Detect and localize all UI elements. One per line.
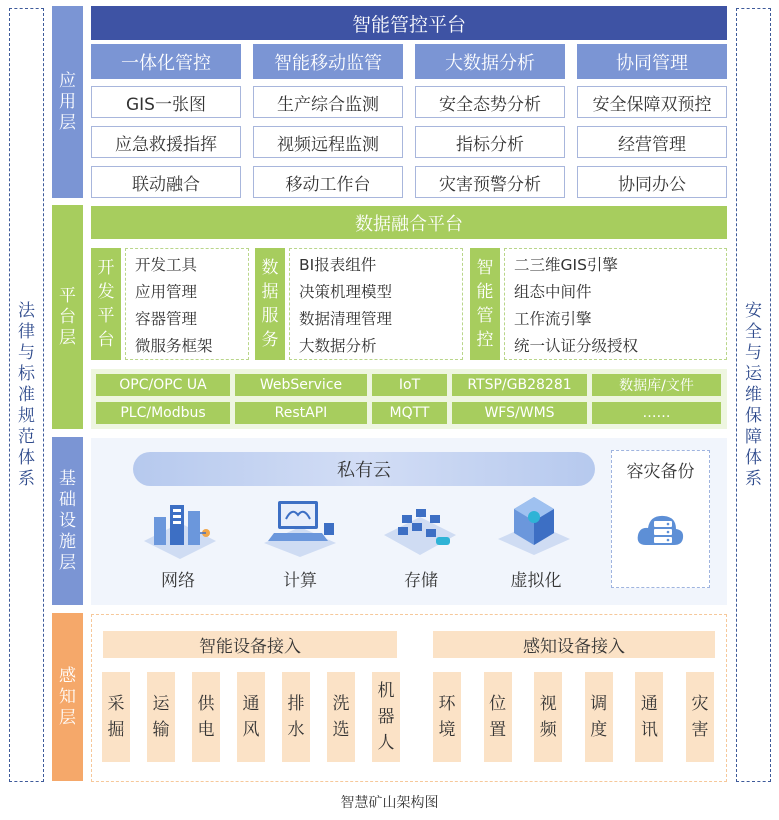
network-icon [140,497,220,561]
infrastructure-layer-char: 层 [59,552,76,573]
platform-group-label-char: 服 [261,306,279,326]
infrastructure-layer-char: 础 [59,489,76,510]
app-item: 协同办公 [577,166,727,198]
perception-item [635,672,663,762]
perception-item [147,672,175,762]
app-column-header: 一体化管控 [91,44,241,79]
right-system-char: 安 [745,300,762,321]
perception-item-char: 环 [438,694,456,714]
left-system-char: 体 [18,447,35,468]
platform-group-item: 数据清理管理 [299,310,393,328]
perception-item-char: 运 [152,694,170,714]
application-layer-char: 用 [59,91,76,112]
platform-group-item: BI报表组件 [299,256,377,274]
protocol-tag: …… [592,402,721,424]
app-item: 应急救援指挥 [91,126,241,158]
right-system-char: 全 [745,321,762,342]
platform-layer-char: 台 [59,306,76,327]
perception-item-char: 供 [197,694,215,714]
platform-group-item: 二三维GIS引擎 [514,256,618,274]
app-item: 联动融合 [91,166,241,198]
perception-item-char: 掘 [107,720,125,740]
perception-item-char: 人 [377,733,395,753]
perception-item-char: 境 [438,720,456,740]
platform-group-item: 决策机理模型 [299,283,393,301]
perception-item [327,672,355,762]
right-system-char: 运 [745,363,762,384]
left-system-label [9,8,44,782]
network-label: 网络 [161,571,195,591]
platform-layer-label [52,205,83,429]
platform-layer-char: 平 [59,285,76,306]
storage-label: 存储 [404,571,438,591]
platform-group-item: 统一认证分级授权 [514,337,639,355]
platform-group-item: 开发工具 [135,256,198,274]
perception-item-char: 器 [377,707,395,727]
compute-icon [258,493,340,559]
platform-group-item: 大数据分析 [299,337,377,355]
smart-control-platform-title: 智能管控平台 [91,6,727,40]
perception-layer-char: 知 [59,686,76,707]
perception-layer-char: 层 [59,707,76,728]
left-system-char: 范 [18,426,35,447]
perception-item-char: 风 [242,720,260,740]
perception-item-char: 视 [539,694,557,714]
perception-item [484,672,512,762]
platform-layer-char: 层 [59,327,76,348]
app-item: 灾害预警分析 [415,166,565,198]
perception-item-char: 讯 [640,720,658,740]
perception-item-char: 洗 [332,694,350,714]
perception-item-char: 机 [377,681,395,701]
app-column-header: 协同管理 [577,44,727,79]
application-layer-char: 应 [59,70,76,91]
platform-group-label [91,248,121,360]
platform-group-label-char: 台 [97,330,115,350]
perception-item-char: 选 [332,720,350,740]
perception-item [372,672,400,762]
perception-item-char: 害 [691,720,709,740]
left-system-char: 系 [18,468,35,489]
right-system-char: 与 [745,342,762,363]
platform-group-label-char: 据 [261,282,279,302]
app-item: GIS一张图 [91,86,241,118]
application-layer-label [52,6,83,198]
app-item: 移动工作台 [253,166,403,198]
perception-item [282,672,310,762]
application-layer-char: 层 [59,112,76,133]
left-system-char: 标 [18,363,35,384]
platform-group-label-char: 务 [261,330,279,350]
left-system-char: 法 [18,300,35,321]
perception-layer-char: 感 [59,665,76,686]
app-item: 经营管理 [577,126,727,158]
perception-item-char: 置 [489,720,507,740]
disaster-backup-label: 容灾备份 [626,461,695,482]
app-item: 指标分析 [415,126,565,158]
perception-item-char: 电 [197,720,215,740]
infrastructure-layer-char: 基 [59,468,76,489]
storage-icon [380,497,460,559]
left-system-char: 律 [18,321,35,342]
perception-item [237,672,265,762]
left-system-char: 规 [18,405,35,426]
protocol-tag: OPC/OPC UA [96,374,230,396]
private-cloud-bar: 私有云 [133,452,595,486]
perception-item [433,672,461,762]
data-fusion-platform-title: 数据融合平台 [91,206,727,239]
protocol-tag: RTSP/GB28281 [452,374,587,396]
platform-group-item: 组态中间件 [514,283,592,301]
right-system-char: 障 [745,426,762,447]
app-item: 视频远程监测 [253,126,403,158]
platform-group-label-char: 智 [476,258,494,278]
perception-item [686,672,714,762]
platform-group-label-char: 发 [97,282,115,302]
virtualization-label: 虚拟化 [510,571,562,591]
platform-group-label-char: 数 [261,258,279,278]
platform-group-item: 应用管理 [135,283,198,301]
perception-item-char: 调 [590,694,608,714]
app-item: 安全态势分析 [415,86,565,118]
app-item: 生产综合监测 [253,86,403,118]
protocol-tag: WFS/WMS [452,402,587,424]
perception-item [192,672,220,762]
perception-item-char: 输 [152,720,170,740]
right-system-label [736,8,771,782]
app-column-header: 大数据分析 [415,44,565,79]
figure-caption: 智慧矿山架构图 [340,795,439,811]
platform-group-label-char: 管 [476,306,494,326]
perception-item-char: 通 [640,694,658,714]
platform-group-label [470,248,500,360]
perception-item-char: 排 [287,694,305,714]
left-system-char: 与 [18,342,35,363]
right-system-char: 维 [745,384,762,405]
right-system-char: 保 [745,405,762,426]
perception-item-char: 通 [242,694,260,714]
perception-item-char: 频 [539,720,557,740]
sensing-device-access-title: 感知设备接入 [433,631,715,658]
protocol-tag: IoT [372,374,447,396]
right-system-char: 体 [745,447,762,468]
platform-group-label [255,248,285,360]
perception-layer-label [52,613,83,781]
protocol-tag: PLC/Modbus [96,402,230,424]
perception-item-char: 度 [590,720,608,740]
perception-item-char: 采 [107,694,125,714]
protocol-tag: 数据库/文件 [592,374,721,396]
infrastructure-layer-char: 设 [59,510,76,531]
cloud-server-icon [634,505,686,557]
right-system-char: 系 [745,468,762,489]
perception-item [585,672,613,762]
platform-group-label-char: 控 [476,330,494,350]
platform-group-label-char: 开 [97,258,115,278]
left-system-char: 准 [18,384,35,405]
infrastructure-layer-label [52,437,83,605]
platform-group-item: 工作流引擎 [514,310,592,328]
app-column-header: 智能移动监管 [253,44,403,79]
compute-label: 计算 [283,571,317,591]
smart-device-access-title: 智能设备接入 [103,631,397,658]
perception-item-char: 位 [489,694,507,714]
protocol-tag: RestAPI [235,402,367,424]
perception-item-char: 水 [287,720,305,740]
perception-item [102,672,130,762]
perception-item [534,672,562,762]
perception-item-char: 灾 [691,694,709,714]
platform-group-label-char: 能 [476,282,494,302]
platform-group-label-char: 平 [97,306,115,326]
protocol-tag: WebService [235,374,367,396]
infrastructure-layer-char: 施 [59,531,76,552]
app-item: 安全保障双预控 [577,86,727,118]
platform-group-item: 微服务框架 [135,337,213,355]
virtualization-icon [494,493,574,559]
protocol-tag: MQTT [372,402,447,424]
platform-group-item: 容器管理 [135,310,198,328]
